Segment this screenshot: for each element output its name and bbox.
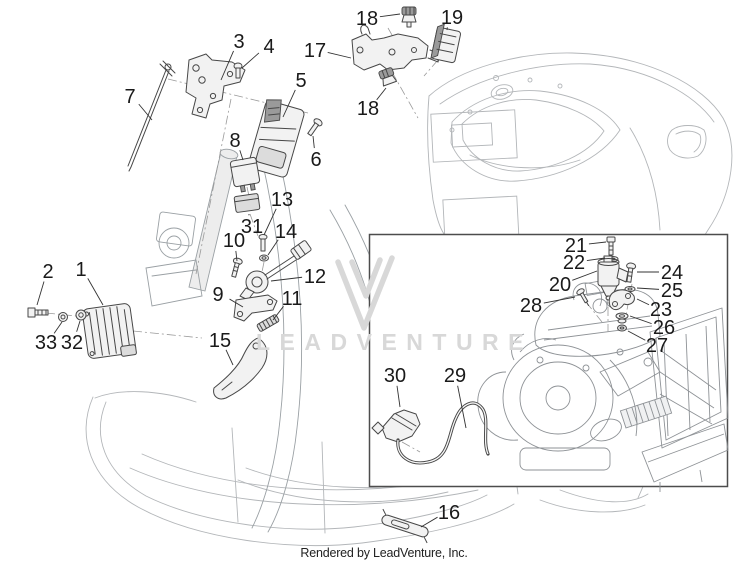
callout-4[interactable] <box>242 36 275 68</box>
part-8-relay-shape <box>250 184 255 191</box>
callout-number: 26 <box>652 317 676 339</box>
callout-number: 29 <box>443 365 467 387</box>
callout-32[interactable] <box>61 321 83 354</box>
callout-leader-line <box>313 136 314 148</box>
assembly-dash-lines-shape <box>133 331 202 338</box>
callout-number: 18 <box>356 98 380 120</box>
callout-11[interactable] <box>273 288 302 320</box>
callout-number: 15 <box>208 330 232 352</box>
scooter-line-art-shape <box>428 96 444 234</box>
part-17-bracket-shape <box>352 34 428 70</box>
scooter-line-art-shape <box>232 428 238 522</box>
callout-31[interactable] <box>241 214 263 238</box>
scooter-line-art-shape <box>558 84 562 88</box>
part-26-washer-shape <box>618 319 626 323</box>
assembly-dash-lines-shape <box>424 60 438 76</box>
callout-leader-line <box>139 104 152 120</box>
assembly-dash-lines-shape <box>262 262 264 272</box>
callout-leader-line <box>271 277 302 281</box>
part-18-sensor-bottom <box>378 67 396 86</box>
callout-number: 23 <box>649 299 673 321</box>
callout-number: 7 <box>124 86 136 108</box>
part-21-screw-shape <box>607 237 615 242</box>
scooter-line-art-shape <box>528 78 532 82</box>
part-8-relay <box>230 157 261 193</box>
callout-7[interactable] <box>124 86 152 120</box>
callout-number: 8 <box>229 130 241 152</box>
callout-18-2[interactable] <box>357 88 386 120</box>
callout-number: 16 <box>437 502 461 524</box>
part-7-rod-shape <box>128 70 166 166</box>
callout-number: 1 <box>75 259 87 281</box>
callout-number: 33 <box>34 332 58 354</box>
callout-19[interactable] <box>441 7 463 30</box>
callout-leader-line <box>421 517 438 527</box>
part-21-screw-shape <box>609 242 613 255</box>
part-16-strip <box>377 509 432 542</box>
part-7-rod <box>128 61 175 171</box>
part-18-sensor-top-shape <box>407 22 411 27</box>
part-27-grommet-shape <box>618 325 627 331</box>
part-13-screw-shape <box>261 239 265 251</box>
part-31-pad <box>234 193 260 212</box>
part-32-washer-shape <box>76 310 86 320</box>
callout-number: 4 <box>263 36 275 58</box>
callout-number: 5 <box>295 70 307 92</box>
part-27-grommet <box>618 325 627 331</box>
scooter-line-art-shape <box>560 490 648 502</box>
callout-leader-line <box>37 281 44 305</box>
scooter-line-art-shape <box>156 212 196 247</box>
part-26-washer <box>616 313 628 323</box>
callout-number: 13 <box>270 189 294 211</box>
callout-number: 27 <box>645 335 669 357</box>
part-4-screw-shape <box>236 68 240 78</box>
scooter-line-art-shape <box>676 131 701 152</box>
callout-number: 32 <box>60 332 84 354</box>
callout-15[interactable] <box>209 330 233 365</box>
part-10-bolt-shape <box>232 263 239 278</box>
callout-2[interactable] <box>37 261 54 305</box>
callout-number: 20 <box>548 274 572 296</box>
part-1-regulator-shape <box>120 344 136 356</box>
scooter-line-art-shape <box>630 128 660 230</box>
part-8-relay-shape <box>230 157 260 187</box>
scooter-line-art-shape <box>152 270 196 276</box>
scooter-line-art-shape <box>440 64 714 122</box>
callout-33[interactable] <box>35 322 62 354</box>
watermark-text: LEADVENTURE <box>256 329 534 355</box>
part-1-regulator <box>82 303 137 361</box>
callout-16[interactable] <box>421 502 460 527</box>
callout-leader-line <box>242 53 259 68</box>
scooter-line-art-shape <box>540 500 645 512</box>
callout-1[interactable] <box>75 259 103 305</box>
callout-number: 21 <box>564 235 588 257</box>
callout-number: 18 <box>355 8 379 30</box>
part-10-bolt <box>229 257 243 278</box>
part-6-screw <box>306 117 324 137</box>
callout-leader-line <box>226 350 233 365</box>
callout-17[interactable] <box>304 40 351 62</box>
callout-6[interactable] <box>310 136 321 171</box>
part-7-rod-shape <box>165 64 171 70</box>
callout-number: 19 <box>440 7 464 29</box>
part-33-nut-shape <box>59 313 68 322</box>
callout-leader-line <box>328 52 351 58</box>
callout-number: 3 <box>233 31 245 53</box>
callout-number: 31 <box>240 216 264 238</box>
part-18-sensor-top-shape <box>402 15 416 22</box>
part-2-bolt <box>28 308 48 317</box>
callout-number: 28 <box>519 295 543 317</box>
callout-number: 10 <box>222 230 246 252</box>
callout-number: 25 <box>660 280 684 302</box>
callout-leader-line <box>88 278 103 305</box>
callout-number: 22 <box>562 252 586 274</box>
part-31-pad-shape <box>234 193 260 212</box>
scooter-line-art-shape <box>451 123 492 147</box>
part-33-nut <box>59 313 68 322</box>
scooter-line-art-shape <box>495 87 508 97</box>
callout-number: 30 <box>383 365 407 387</box>
part-14-washer-shape <box>260 255 269 261</box>
callout-number: 14 <box>274 221 298 243</box>
part-2-bolt-shape <box>28 308 35 317</box>
callout-number: 17 <box>303 40 327 62</box>
part-8-relay-shape <box>240 185 245 192</box>
part-18-sensor-top <box>402 7 416 27</box>
scooter-line-art-shape <box>322 442 325 533</box>
callout-leader-line <box>77 321 80 332</box>
part-32-washer <box>76 310 86 320</box>
callout-number: 12 <box>303 266 327 288</box>
callout-leader-line <box>380 14 400 17</box>
callout-number: 6 <box>310 149 322 171</box>
scooter-line-art-shape <box>159 228 189 258</box>
callout-number: 9 <box>212 284 224 306</box>
part-26-washer-shape <box>616 313 628 319</box>
callout-18[interactable] <box>356 8 400 30</box>
part-6-screw-shape <box>308 123 319 136</box>
footer-credit-text: Rendered by LeadVenture, Inc. <box>300 546 468 560</box>
part-17-bracket <box>352 25 440 70</box>
scooter-line-art-shape <box>95 392 196 402</box>
callout-number: 2 <box>42 261 54 283</box>
callout-number: 11 <box>281 288 303 310</box>
part-14-washer <box>260 255 269 261</box>
assembly-dash-lines-shape <box>392 72 418 118</box>
callout-number: 24 <box>660 262 684 284</box>
